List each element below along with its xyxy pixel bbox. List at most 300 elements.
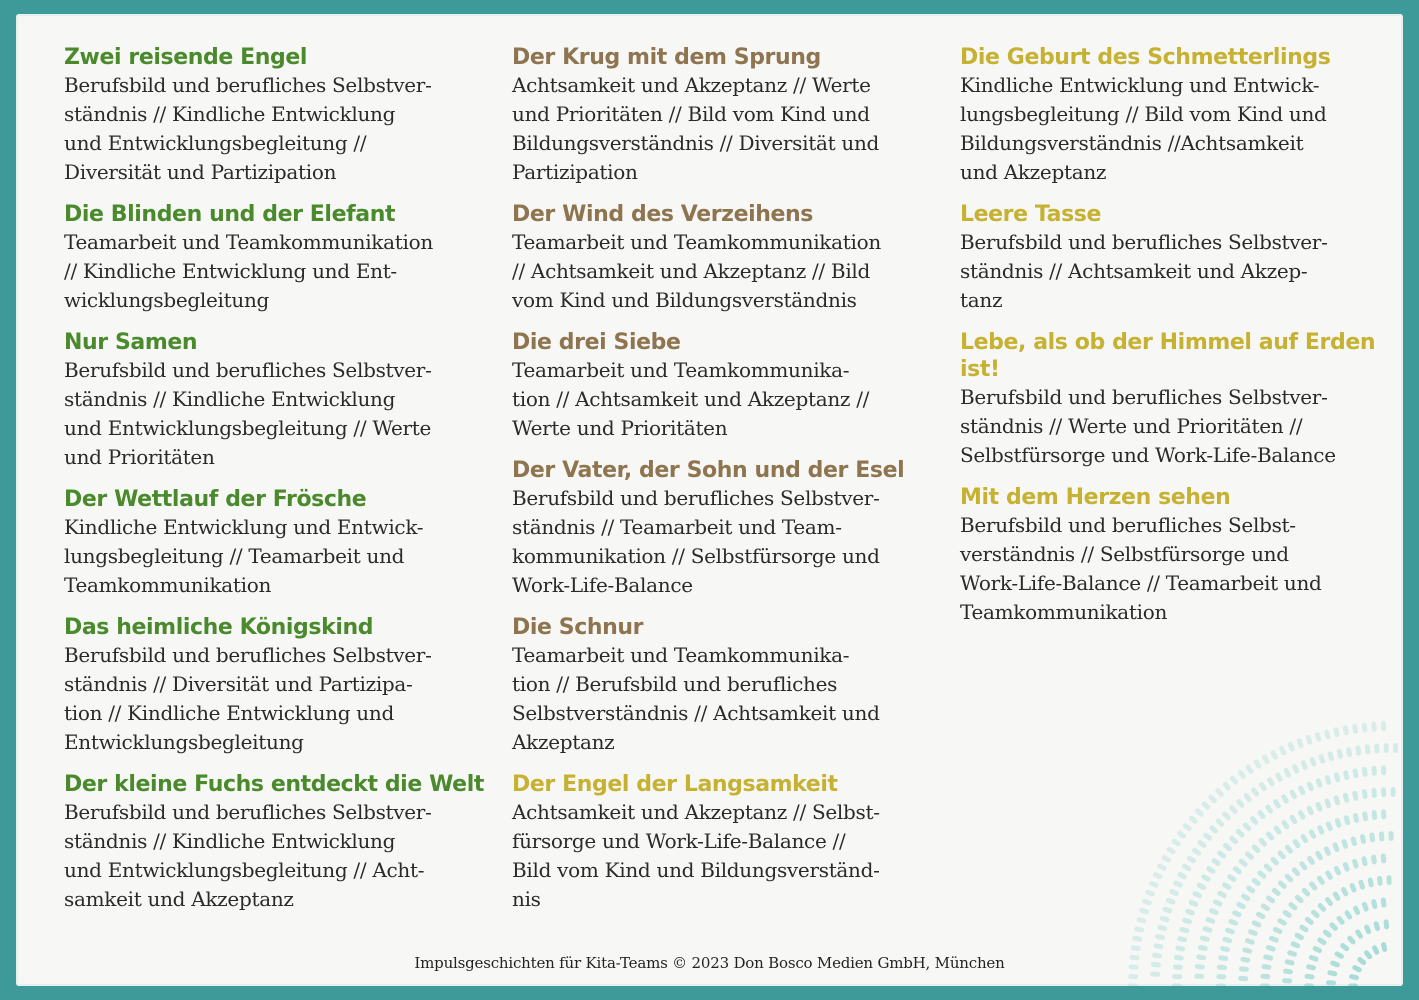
decor-dot — [1205, 865, 1216, 875]
decor-dot — [1186, 855, 1197, 865]
decor-dot — [1200, 800, 1211, 811]
story-title: Der Engel der Langsamkeit — [512, 772, 838, 797]
decor-dot — [1172, 880, 1183, 889]
decor-dot — [1381, 721, 1386, 731]
decor-dot — [1247, 928, 1258, 936]
decor-dot — [1235, 798, 1245, 809]
decor-dot — [1194, 807, 1205, 817]
decor-dot — [1260, 974, 1270, 980]
decor-dot — [1256, 870, 1267, 880]
decor-dot — [1318, 753, 1326, 764]
decor-dot — [1290, 941, 1301, 949]
decor-dot — [1292, 838, 1302, 849]
story-topics: Berufsbild und berufliches Selbstver- ständnis // Achtsamkeit und Akzep- tanz — [960, 230, 1328, 312]
decor-dot — [1371, 854, 1377, 865]
column-1 — [64, 44, 484, 928]
decor-dot — [1179, 926, 1190, 933]
decor-dot — [1177, 871, 1188, 880]
decor-dot — [1192, 890, 1203, 899]
decor-dot — [1352, 723, 1358, 734]
story-entry — [960, 44, 1380, 187]
decor-dot — [1291, 763, 1300, 774]
story-title: Zwei reisende Engel — [64, 45, 308, 70]
story-entry — [960, 329, 1380, 470]
decor-dot — [1159, 915, 1170, 923]
decor-dot — [1261, 754, 1270, 765]
story-topics: Berufsbild und berufliches Selbst- verständnis // Selbstfürsorge und Work-Life-Balance // Teamarbeit und Teamkommunikation — [960, 513, 1322, 624]
decor-dot — [1362, 811, 1369, 822]
decor-dot — [1273, 825, 1283, 836]
decor-dot — [1202, 926, 1213, 934]
decor-dot — [1342, 861, 1350, 872]
decor-dot — [1304, 974, 1314, 980]
decor-dot — [1283, 767, 1292, 778]
decor-dot — [1334, 817, 1342, 828]
decor-dot — [1228, 804, 1238, 815]
column-3 — [960, 44, 1380, 641]
decor-dot — [1333, 865, 1342, 876]
decor-dot — [1346, 747, 1353, 758]
decor-dot — [1332, 891, 1342, 902]
story-entry — [64, 614, 484, 757]
decor-dot — [1342, 792, 1349, 803]
decor-dot — [1384, 743, 1389, 753]
decor-dot — [1340, 886, 1349, 897]
decor-dot — [1349, 882, 1357, 893]
decor-dot — [1297, 785, 1306, 796]
story-entry — [960, 484, 1380, 627]
decor-dot — [1324, 774, 1332, 785]
decor-dot — [1264, 804, 1274, 815]
decor-dot — [1181, 917, 1192, 925]
decor-dot — [1324, 870, 1333, 881]
story-entry — [512, 457, 932, 600]
decor-dot — [1287, 741, 1296, 752]
decor-dot — [1258, 837, 1268, 848]
decor-dot — [1361, 856, 1368, 867]
decor-dot — [1196, 882, 1207, 891]
decor-dot — [1328, 921, 1339, 932]
story-topics: Kindliche Entwicklung und Entwick- lungsbegleitung // Teamarbeit und Teamkommunikation — [64, 515, 424, 597]
decor-dot — [1271, 887, 1282, 897]
decor-dot — [1240, 893, 1251, 902]
decor-dot — [1342, 725, 1349, 736]
decor-dot — [1238, 976, 1248, 981]
decor-dot — [1306, 805, 1315, 816]
decor-dot — [1381, 897, 1387, 907]
decor-dot — [1260, 903, 1271, 913]
decor-dot — [1316, 824, 1325, 835]
decor-dot — [1341, 838, 1349, 849]
decor-dot — [1343, 815, 1350, 826]
decor-dot — [1153, 943, 1164, 950]
decor-dot — [1324, 896, 1334, 907]
story-title: Nur Samen — [64, 330, 198, 355]
story-entry — [64, 329, 484, 472]
story-title: Die Schnur — [512, 615, 644, 640]
decor-dot — [1207, 793, 1218, 804]
decor-dot — [1383, 919, 1389, 929]
decor-dot — [1289, 789, 1298, 800]
decor-dot — [1272, 926, 1283, 935]
decor-dot — [1336, 749, 1343, 760]
decor-dot — [1148, 880, 1159, 889]
decor-dot — [1229, 775, 1239, 786]
decor-dot — [1332, 842, 1340, 853]
decor-dot — [1336, 915, 1346, 926]
decor-dot — [1265, 894, 1276, 904]
decor-dot — [1214, 787, 1224, 798]
decor-dot — [1152, 871, 1163, 880]
decor-dot — [1346, 935, 1356, 946]
story-entry — [64, 486, 484, 600]
dot-burst-decoration — [1063, 696, 1403, 986]
decor-dot — [1371, 788, 1377, 798]
decor-dot — [1333, 727, 1340, 738]
decor-dot — [1196, 839, 1207, 849]
decor-dot — [1194, 974, 1204, 979]
decor-dot — [1281, 819, 1291, 830]
decor-dot — [1128, 984, 1138, 987]
decor-dot — [1284, 844, 1294, 855]
decor-dot — [1282, 978, 1292, 983]
decor-dot — [1301, 887, 1311, 898]
decor-dot — [1272, 798, 1282, 809]
decor-dot — [1282, 909, 1293, 919]
decor-dot — [1228, 835, 1239, 845]
decor-dot — [1300, 833, 1309, 844]
decor-dot — [1165, 897, 1176, 905]
decor-dot — [1391, 787, 1396, 797]
decor-dot — [1228, 918, 1239, 926]
decor-dot — [1156, 863, 1167, 872]
story-title: Der Wettlauf der Frösche — [64, 487, 367, 512]
story-title: Die Geburt des Schmetterlings — [960, 45, 1331, 70]
decor-dot — [1134, 926, 1145, 933]
story-entry — [64, 201, 484, 315]
decor-dot — [1244, 938, 1255, 946]
decor-dot — [1128, 974, 1138, 979]
story-topics: Berufsbild und berufliches Selbstver- ständnis // Kindliche Entwicklung und Entwicklungsbegleitung // Werte und Prioritäten — [64, 358, 432, 469]
decor-dot — [1188, 899, 1199, 907]
decor-dot — [1343, 770, 1350, 781]
decor-dot — [1235, 901, 1246, 910]
decor-dot — [1216, 890, 1227, 899]
decor-dot — [1265, 944, 1276, 952]
decor-dot — [1208, 824, 1219, 834]
decor-dot — [1362, 789, 1368, 800]
story-title: Der kleine Fuchs entdeckt die Welt — [64, 772, 484, 797]
decor-dot — [1349, 974, 1360, 981]
decor-dot — [1172, 974, 1182, 979]
decor-dot — [1360, 834, 1367, 845]
decor-dot — [1358, 879, 1366, 890]
decor-dot — [1269, 856, 1280, 867]
decor-dot — [1256, 809, 1266, 820]
decor-dot — [1141, 898, 1152, 906]
story-topics: Teamarbeit und Teamkommunikation // Achtsamkeit und Akzeptanz // Bild vom Kind und Bildungsverständnis — [512, 230, 881, 312]
decor-dot — [1197, 945, 1208, 952]
decor-dot — [1284, 873, 1295, 884]
decor-dot — [1245, 764, 1255, 775]
decor-dot — [1371, 766, 1377, 776]
decor-dot — [1354, 929, 1364, 940]
decor-dot — [1381, 853, 1387, 863]
story-title: Der Krug mit dem Sprung — [512, 45, 821, 70]
decor-dot — [1251, 843, 1262, 854]
story-topics: Berufsbild und berufliches Selbstver- ständnis // Werte und Prioritäten // Selbstfürsorge und Work-Life-Balance — [960, 385, 1336, 467]
story-topics: Teamarbeit und Teamkommunika- tion // Berufsbild und berufliches Selbstverständnis // Achtsamkeit und Akzeptanz — [512, 643, 880, 754]
decor-dot — [1181, 863, 1192, 872]
decor-dot — [1130, 945, 1141, 951]
decor-dot — [1277, 849, 1287, 860]
decor-dot — [1226, 873, 1237, 883]
decor-dot — [1305, 734, 1313, 745]
decor-dot — [1231, 909, 1242, 918]
story-title: Der Vater, der Sohn und der Esel — [512, 458, 905, 483]
decor-dot — [1277, 917, 1288, 926]
decor-dot — [1220, 946, 1231, 953]
decor-dot — [1297, 809, 1306, 820]
decor-dot — [1381, 942, 1388, 953]
decor-dot — [1175, 945, 1186, 952]
decor-dot — [1258, 781, 1268, 792]
decor-dot — [1150, 971, 1160, 976]
story-entry — [512, 44, 932, 187]
decor-dot — [1266, 776, 1275, 787]
decor-dot — [1309, 756, 1317, 767]
decor-dot — [1381, 765, 1386, 775]
story-topics: Teamarbeit und Teamkommunika- tion // Achtsamkeit und Akzeptanz // Werte und Prioritäten — [512, 358, 870, 440]
decor-dot — [1145, 889, 1156, 897]
story-topics: Achtsamkeit und Akzeptanz // Selbst- fürsorge und Work-Life-Balance // Bild vom Kind und Bildungsverständ- nis — [512, 800, 880, 911]
decor-dot — [1317, 902, 1327, 913]
decor-dot — [1251, 920, 1262, 929]
story-title: Die drei Siebe — [512, 330, 681, 355]
story-title: Die Blinden und der Elefant — [64, 202, 396, 227]
decor-dot — [1298, 860, 1308, 871]
decor-dot — [1371, 810, 1377, 820]
decor-dot — [1274, 772, 1283, 783]
decor-dot — [1202, 832, 1213, 842]
decor-dot — [1221, 881, 1232, 890]
decor-dot — [1255, 911, 1266, 920]
story-entry — [512, 201, 932, 315]
decor-dot — [1172, 984, 1182, 987]
decor-dot — [1242, 821, 1252, 832]
decor-dot — [1171, 838, 1182, 848]
story-title: Das heimliche Königskind — [64, 615, 374, 640]
decor-dot — [1250, 786, 1260, 797]
decor-dot — [1162, 906, 1173, 914]
decor-dot — [1310, 909, 1321, 919]
decor-dot — [1306, 855, 1316, 866]
decor-dot — [1326, 980, 1336, 985]
decor-dot — [1365, 744, 1371, 754]
decor-dot — [1263, 862, 1274, 873]
decor-dot — [1315, 801, 1323, 812]
story-entry — [64, 771, 484, 914]
decor-dot — [1280, 793, 1289, 804]
story-entry — [512, 329, 932, 443]
decor-dot — [1161, 854, 1172, 863]
decor-dot — [1353, 813, 1360, 824]
decor-dot — [1393, 743, 1398, 753]
story-title: Mit dem Herzen sehen — [960, 485, 1231, 510]
decor-dot — [1251, 877, 1262, 887]
decor-dot — [1200, 873, 1211, 882]
decor-dot — [1243, 792, 1253, 803]
decor-dot — [1367, 877, 1374, 888]
decor-dot — [1350, 836, 1357, 847]
story-title: Der Wind des Verzeihens — [512, 202, 813, 227]
decor-dot — [1362, 767, 1368, 778]
copyright-footer: Impulsgeschichten für Kita-Teams © 2023 Don Bosco Medien GmbH, München — [414, 954, 1005, 972]
story-entry — [512, 771, 932, 914]
decor-dot — [1253, 758, 1262, 769]
decor-dot — [1205, 916, 1216, 924]
decor-dot — [1308, 828, 1317, 839]
decor-dot — [1381, 787, 1386, 797]
decor-dot — [1224, 927, 1235, 935]
decor-dot — [1289, 814, 1298, 825]
decor-dot — [1324, 798, 1332, 809]
decor-dot — [1300, 760, 1308, 771]
decor-dot — [1325, 821, 1333, 832]
decor-dot — [1327, 751, 1334, 762]
decor-dot — [1176, 830, 1187, 840]
decor-dot — [1278, 745, 1287, 756]
decor-dot — [1314, 850, 1323, 861]
decor-dot — [1191, 847, 1202, 857]
decor-dot — [1132, 935, 1143, 942]
decor-dot — [1155, 934, 1166, 941]
decor-dot — [1211, 857, 1222, 867]
decor-dot — [1216, 849, 1227, 859]
decor-dot — [1222, 936, 1233, 943]
decor-dot — [1377, 876, 1383, 887]
decor-dot — [1298, 924, 1309, 934]
decor-dot — [1304, 916, 1315, 926]
story-topics: Berufsbild und berufliches Selbstver- ständnis // Teamarbeit und Team- kommunikation // Selbstfürsorge und Work-Life-Balance — [512, 486, 880, 597]
decor-dot — [1245, 885, 1256, 895]
decor-dot — [1296, 738, 1304, 749]
decor-dot — [1339, 942, 1350, 952]
decor-dot — [1352, 768, 1359, 779]
decor-dot — [1348, 984, 1358, 987]
decor-dot — [1322, 929, 1333, 939]
decor-dot — [1316, 875, 1326, 886]
decor-dot — [1232, 865, 1243, 875]
decor-dot — [1238, 858, 1249, 868]
decor-dot — [1352, 905, 1361, 916]
decor-dot — [1386, 875, 1391, 885]
decor-dot — [1182, 822, 1193, 832]
decor-dot — [1333, 772, 1340, 783]
decor-dot — [1265, 830, 1275, 841]
decor-dot — [1208, 907, 1219, 915]
decor-dot — [1260, 984, 1270, 987]
decor-dot — [1306, 781, 1314, 792]
decor-dot — [1184, 908, 1195, 916]
decor-dot — [1222, 781, 1232, 792]
decor-dot — [1165, 846, 1176, 855]
decor-dot — [1177, 936, 1188, 943]
decor-dot — [1291, 866, 1301, 877]
decor-dot — [1136, 917, 1147, 924]
decor-dot — [1355, 745, 1361, 756]
decor-dot — [1157, 924, 1168, 931]
decor-dot — [1369, 832, 1375, 843]
decor-dot — [1249, 815, 1259, 826]
decor-dot — [1363, 924, 1372, 935]
decor-dot — [1308, 880, 1318, 891]
story-topics: Berufsbild und berufliches Selbstver- ständnis // Diversität und Partizipa- tion // Kindliche Entwicklung und Entwicklungsbegleitung — [64, 643, 432, 754]
decor-dot — [1379, 831, 1385, 841]
decor-dot — [1199, 935, 1210, 942]
decor-dot — [1216, 984, 1226, 987]
decor-dot — [1235, 828, 1246, 839]
decor-dot — [1312, 945, 1323, 954]
decor-dot — [1381, 809, 1387, 819]
decor-dot — [1351, 858, 1359, 869]
decor-dot — [1315, 777, 1323, 788]
decor-dot — [1216, 974, 1226, 980]
decor-dot — [1188, 815, 1199, 825]
story-topics: Achtsamkeit und Akzeptanz // Werte und Prioritäten // Bild vom Kind und Bildungsverständnis // Diversität und Partizipation — [512, 73, 880, 184]
story-topics: Berufsbild und berufliches Selbstver- ständnis // Kindliche Entwicklung und Entwicklungsbegleitung // Diversität und Partizipation — [64, 73, 432, 184]
story-entry — [64, 44, 484, 187]
decor-dot — [1237, 769, 1247, 780]
decor-dot — [1371, 899, 1378, 910]
decor-dot — [1323, 846, 1332, 857]
story-topics: Berufsbild und berufliches Selbstver- ständnis // Kindliche Entwicklung und Entwicklungsbegleitung // Acht- samkeit und Akzeptanz — [64, 800, 432, 911]
decor-dot — [1362, 722, 1368, 732]
decor-dot — [1139, 907, 1150, 915]
decor-dot — [1352, 790, 1359, 801]
decor-dot — [1316, 937, 1327, 947]
decor-dot — [1314, 732, 1322, 743]
decor-dot — [1304, 984, 1314, 987]
story-entry — [512, 614, 932, 757]
decor-dot — [1212, 898, 1223, 907]
decor-dot — [1270, 749, 1279, 760]
decor-dot — [1222, 842, 1233, 852]
decor-dot — [1221, 811, 1232, 822]
story-topics: Kindliche Entwicklung und Entwick- lungsbegleitung // Bild vom Kind und Bildungsverständnis //Achtsamkeit und Akzeptanz — [960, 73, 1327, 184]
decor-dot — [1374, 743, 1380, 753]
decor-dot — [1277, 880, 1288, 890]
decor-dot — [1244, 850, 1255, 860]
decor-dot — [1294, 894, 1305, 904]
story-title: Lebe, als ob der Himmel auf Erden ist! — [960, 330, 1376, 382]
story-topics: Teamarbeit und Teamkommunikation // Kindliche Entwicklung und Ent- wicklungsbegleitung — [64, 230, 433, 312]
decor-dot — [1268, 935, 1279, 943]
decor-dot — [1294, 932, 1305, 941]
decor-dot — [1169, 888, 1180, 897]
decor-dot — [1333, 795, 1341, 806]
decor-dot — [1371, 722, 1377, 732]
decor-dot — [1389, 831, 1394, 841]
story-card — [16, 14, 1403, 986]
column-2 — [512, 44, 932, 928]
decor-dot — [1215, 817, 1226, 828]
decor-dot — [1287, 901, 1298, 911]
decor-dot — [1344, 909, 1354, 920]
story-entry — [960, 201, 1380, 315]
story-title: Leere Tasse — [960, 202, 1102, 227]
decor-dot — [1361, 901, 1369, 912]
